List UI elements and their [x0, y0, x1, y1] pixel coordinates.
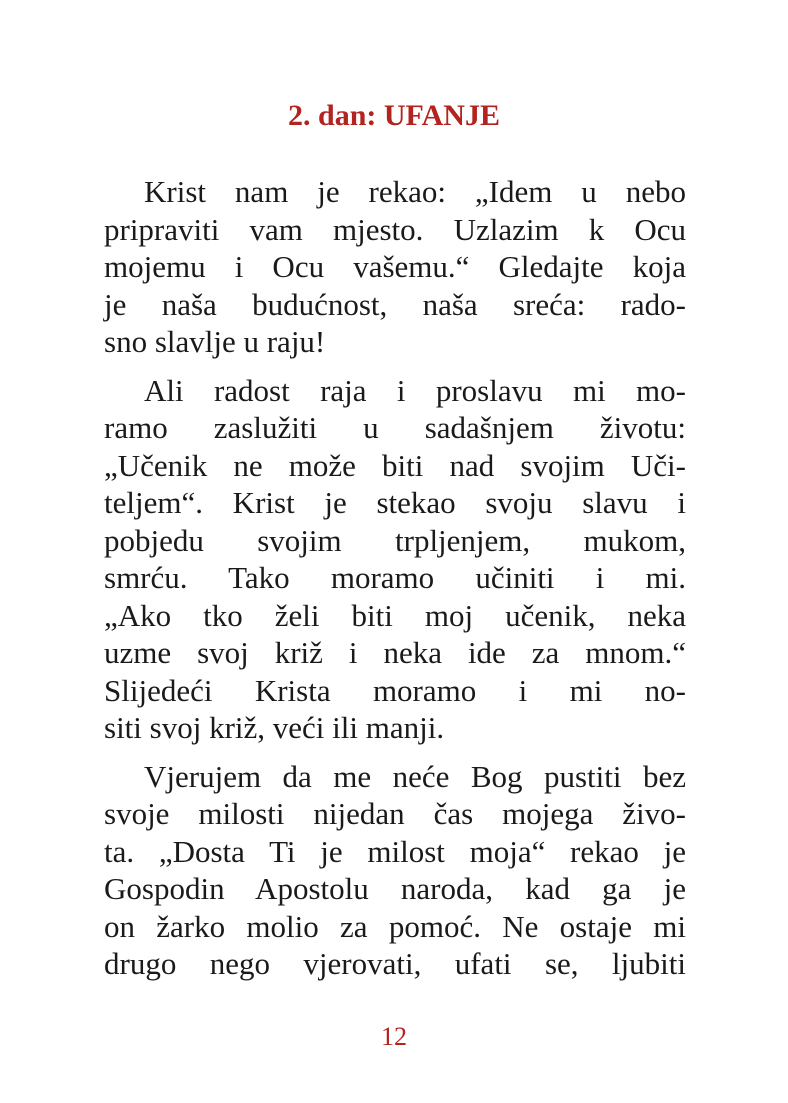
- text-line: siti svoj križ, veći ili manji.: [104, 710, 445, 745]
- text-line: sno slavlje u raju!: [104, 324, 326, 359]
- text-line: Ali radost raja i proslavu mi mo-: [144, 372, 686, 408]
- paragraph-3: [104, 758, 686, 983]
- text-line: uzme svoj križ i neka ide za mnom.“: [104, 635, 686, 670]
- text-line: Slijedeći Krista moramo i mi no-: [104, 672, 686, 708]
- text-line: svoje milosti nijedan čas mojega živo-: [104, 796, 686, 831]
- paragraph-1: [104, 173, 686, 361]
- text-line: je naša budućnost, naša sreća: rado-: [104, 286, 686, 322]
- page-number: 12: [381, 1022, 407, 1051]
- text-line: Gospodin Apostolu naroda, kad ga je: [104, 871, 686, 906]
- text-line: Krist nam je rekao: „Idem u nebo: [144, 174, 686, 209]
- text-line: ramo zaslužiti u sadašnjem životu:: [104, 410, 686, 445]
- text-line: Vjerujem da me neće Bog pustiti bez: [144, 758, 686, 794]
- text-line: smrću. Tako moramo učiniti i mi.: [104, 560, 686, 595]
- text-line: pripraviti vam mjesto. Uzlazim k Ocu: [104, 211, 686, 247]
- text-line: „Ako tko želi biti moj učenik, neka: [104, 597, 686, 633]
- text-line: „Učenik ne može biti nad svojim Uči-: [104, 447, 686, 483]
- text-line: pobjedu svojim trpljenjem, mukom,: [104, 522, 686, 558]
- text-line: mojemu i Ocu vašemu.“ Gledajte koja: [104, 249, 686, 284]
- text-line: drugo nego vjerovati, ufati se, ljubiti: [104, 946, 686, 981]
- text-line: teljem“. Krist je stekao svoju slavu i: [104, 485, 686, 520]
- text-line: on žarko molio za pomoć. Ne ostaje mi: [104, 908, 686, 944]
- paragraph-2: [104, 372, 686, 747]
- chapter-title: 2. dan: UFANJE: [288, 99, 500, 132]
- body-text: [104, 173, 686, 983]
- text-line: ta. „Dosta Ti je milost moja“ rekao je: [104, 833, 686, 869]
